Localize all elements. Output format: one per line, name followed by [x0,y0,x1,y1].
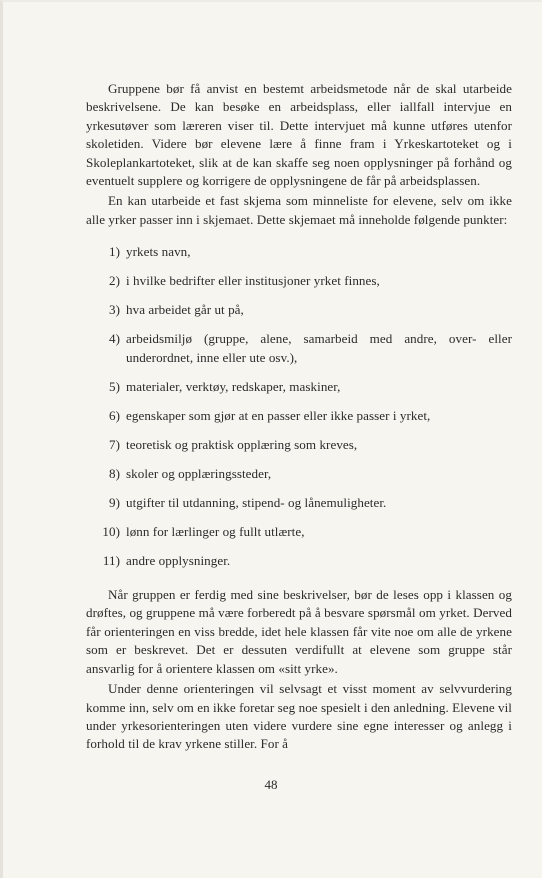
list-item-text: teoretisk og praktisk opplæring som kreves, [126,436,358,452]
list-item-text: lønn for lærlinger og fullt utlærte, [126,523,305,539]
list-item-number: 11) [102,552,120,568]
list-item-number: 3) [108,302,120,318]
list-item-number: 1) [108,244,120,260]
list-item [86,552,512,570]
paragraph-intro: Gruppene bør få anvist en bestemt arbeidsmetode når de skal utarbeide beskrivelsene. De kan besøke en arbeidsplass, eller iallfall intervjue en yrkesutøver som læreren viser til. Dette intervjuet må kunne utføres utenfor skoletiden. Videre bør elevene lære å finne fram i Yrkeskartoteket og i Skoleplankartoteket, slik at de kan skaffe seg noen opplysninger på forhånd og eventuelt supplere og korrigere de opplysningene de får på arbeidsplassen. [86,81,512,189]
list-item [86,272,512,290]
list-item-text: utgifter til utdanning, stipend- og lånemuligheter. [126,494,387,510]
list-item-number: 6) [108,407,120,423]
list-item [86,301,512,319]
list-item-text: arbeidsmiljø (gruppe, alene, samarbeid med andre, over- eller underordnet, inne eller ute osv.), [126,331,512,365]
list-item-text: skoler og opplæringssteder, [126,465,272,481]
paragraph-self-assessment: Under denne orienteringen vil selvsagt et visst moment av selvvurdering komme inn, selv om en ikke foretar seg noe spesielt i den anledning. Elevene vil under yrkesorienteringen uten videre vurdere sine egne interesser og anlegg i forhold til de krav yrkene stiller. For å [86,681,512,752]
checklist [86,243,512,570]
list-item-number: 2) [108,273,120,289]
list-item [86,243,512,261]
list-item [86,330,512,367]
list-item-number: 10) [102,523,120,539]
list-item [86,465,512,483]
list-item-number: 8) [108,465,120,481]
paragraph-presentation: Når gruppen er ferdig med sine beskrivelser, bør de leses opp i klassen og drøftes, og gruppene må være forberedt på å besvare spørsmål om yrket. Derved får orienteringen en viss bredde, idet hele klassen får vite noe om alle de yrkene som er beskrevet. Det er dessuten verdifullt at elevene som gruppe står ansvarlig for å orientere klassen om «sitt yrke». [86,587,512,676]
page-number: 48 [264,777,278,792]
list-item-text: materialer, verktøy, redskaper, maskiner, [126,378,341,394]
page-body [86,80,512,754]
list-item-number: 5) [108,378,120,394]
list-item [86,407,512,425]
list-item-text: i hvilke bedrifter eller institusjoner yrket finnes, [126,273,380,289]
list-item-number: 4) [108,331,120,347]
list-item-text: yrkets navn, [126,244,191,260]
list-item-text: andre opplysninger. [126,552,231,568]
list-item-text: hva arbeidet går ut på, [126,302,244,318]
paragraph-schema: En kan utarbeide et fast skjema som minneliste for elevene, selv om ikke alle yrker passer inn i skjemaet. Dette skjemaet må inneholde følgende punkter: [86,193,512,227]
list-item [86,378,512,396]
list-item-text: egenskaper som gjør at en passer eller ikke passer i yrket, [126,407,431,423]
list-item [86,436,512,454]
list-item-number: 9) [108,494,120,510]
list-item-number: 7) [108,436,120,452]
list-item [86,494,512,512]
list-item [86,523,512,541]
